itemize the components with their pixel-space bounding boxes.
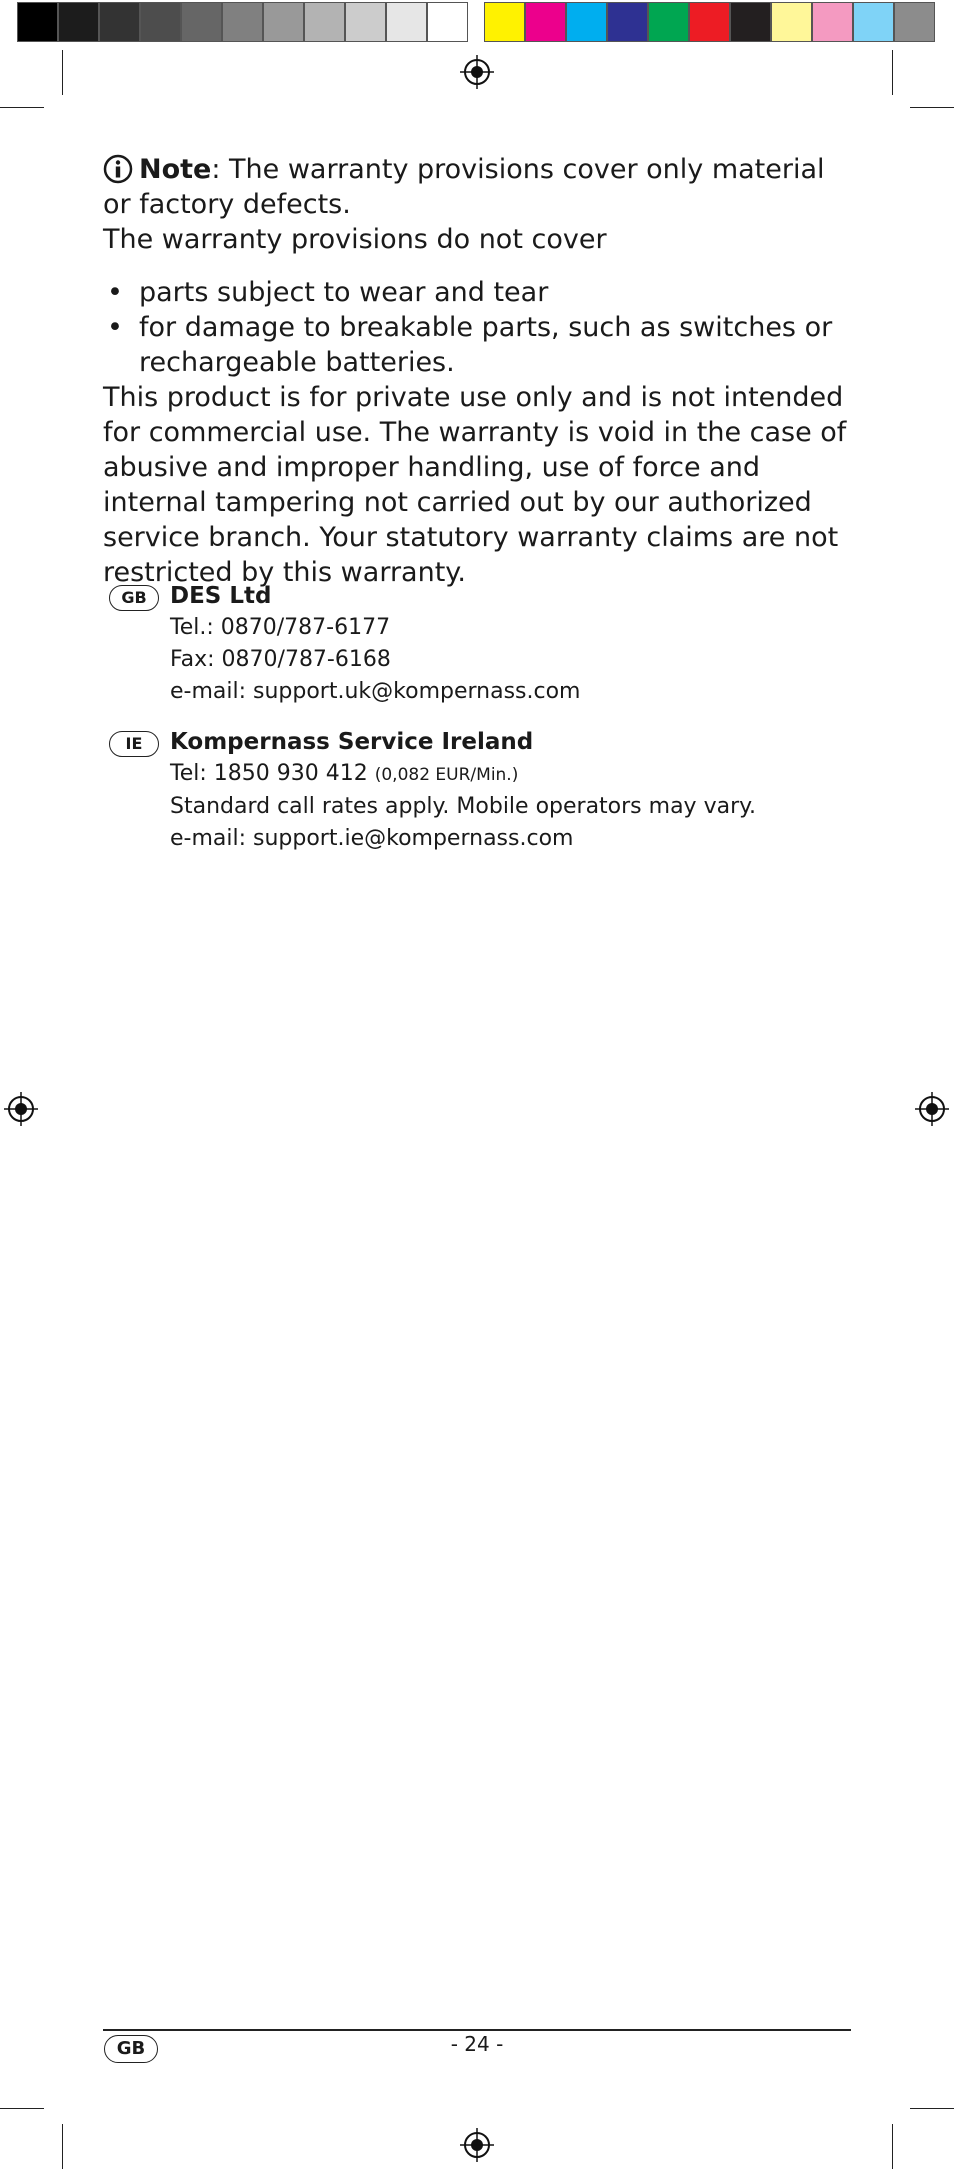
crop-mark [910,107,954,108]
registration-mark-icon [460,55,494,89]
color-swatch [304,2,345,42]
color-swatch [689,2,730,42]
color-swatch [566,2,607,42]
registration-mark-icon [915,1092,949,1126]
crop-mark [910,2108,954,2109]
contact-note: Standard call rates apply. Mobile operators may vary. [170,794,756,819]
contact-name: DES Ltd [170,583,272,609]
color-swatch [812,2,853,42]
crop-mark [62,50,63,95]
color-swatch [17,2,58,42]
color-swatch [894,2,935,42]
color-swatch [648,2,689,42]
color-swatch [730,2,771,42]
contact-gb [103,580,851,708]
list-item: • for damage to breakable parts, such as switches or rechargeable batteries. [103,310,851,380]
process-color-bar [484,2,935,44]
note-text: : The warranty provisions cover only material or factory defects. [103,154,825,220]
note-first-line [103,152,851,222]
contact-fax: Fax: 0870/787-6168 [170,647,391,672]
footer-country-badge: GB [104,2035,158,2063]
color-swatch [58,2,99,42]
color-swatch [263,2,304,42]
country-badge-gb: GB [109,585,159,611]
country-badge-ie: IE [109,731,159,757]
warranty-paragraph: This product is for private use only and is not intended for commercial use. The warranty is void in the case of abusive and improper handling, use of force and internal tampering not carried out by our authorized service branch. Your statutory warranty claims are not restricted by this warranty. [103,382,847,588]
contact-name: Kompernass Service Ireland [170,729,534,755]
color-swatch [525,2,566,42]
color-swatch [853,2,894,42]
color-swatch [345,2,386,42]
warranty-note [103,152,851,590]
color-swatch [386,2,427,42]
color-swatch [140,2,181,42]
crop-mark [892,2124,893,2169]
contact-email: e-mail: support.ie@kompernass.com [170,826,574,851]
contact-tel: Tel.: 0870/787-6177 [170,615,391,640]
crop-mark [892,50,893,95]
note-title: Note [139,154,212,185]
contact-tel-line [170,758,851,791]
registration-mark-icon [4,1092,38,1126]
grayscale-color-bar [17,2,468,44]
exclusions-list [103,275,851,380]
contact-tel: Tel: 1850 930 412 [170,761,368,786]
contact-tel-rate: (0,082 EUR/Min.) [374,765,519,785]
color-swatch [771,2,812,42]
crop-mark [62,2124,63,2169]
contact-ie [103,726,851,855]
note-line-2: The warranty provisions do not cover [103,224,607,255]
registration-mark-icon [460,2128,494,2162]
color-swatch [222,2,263,42]
color-swatch [427,2,468,42]
color-swatch [181,2,222,42]
footer-rule [103,2029,851,2031]
crop-mark [0,107,44,108]
info-icon [103,154,133,184]
color-swatch [607,2,648,42]
color-swatch [484,2,525,42]
page-number: - 24 - [450,2032,504,2056]
contact-email: e-mail: support.uk@kompernass.com [170,679,581,704]
crop-mark [0,2108,44,2109]
color-swatch [99,2,140,42]
list-item: • parts subject to wear and tear [103,275,851,310]
